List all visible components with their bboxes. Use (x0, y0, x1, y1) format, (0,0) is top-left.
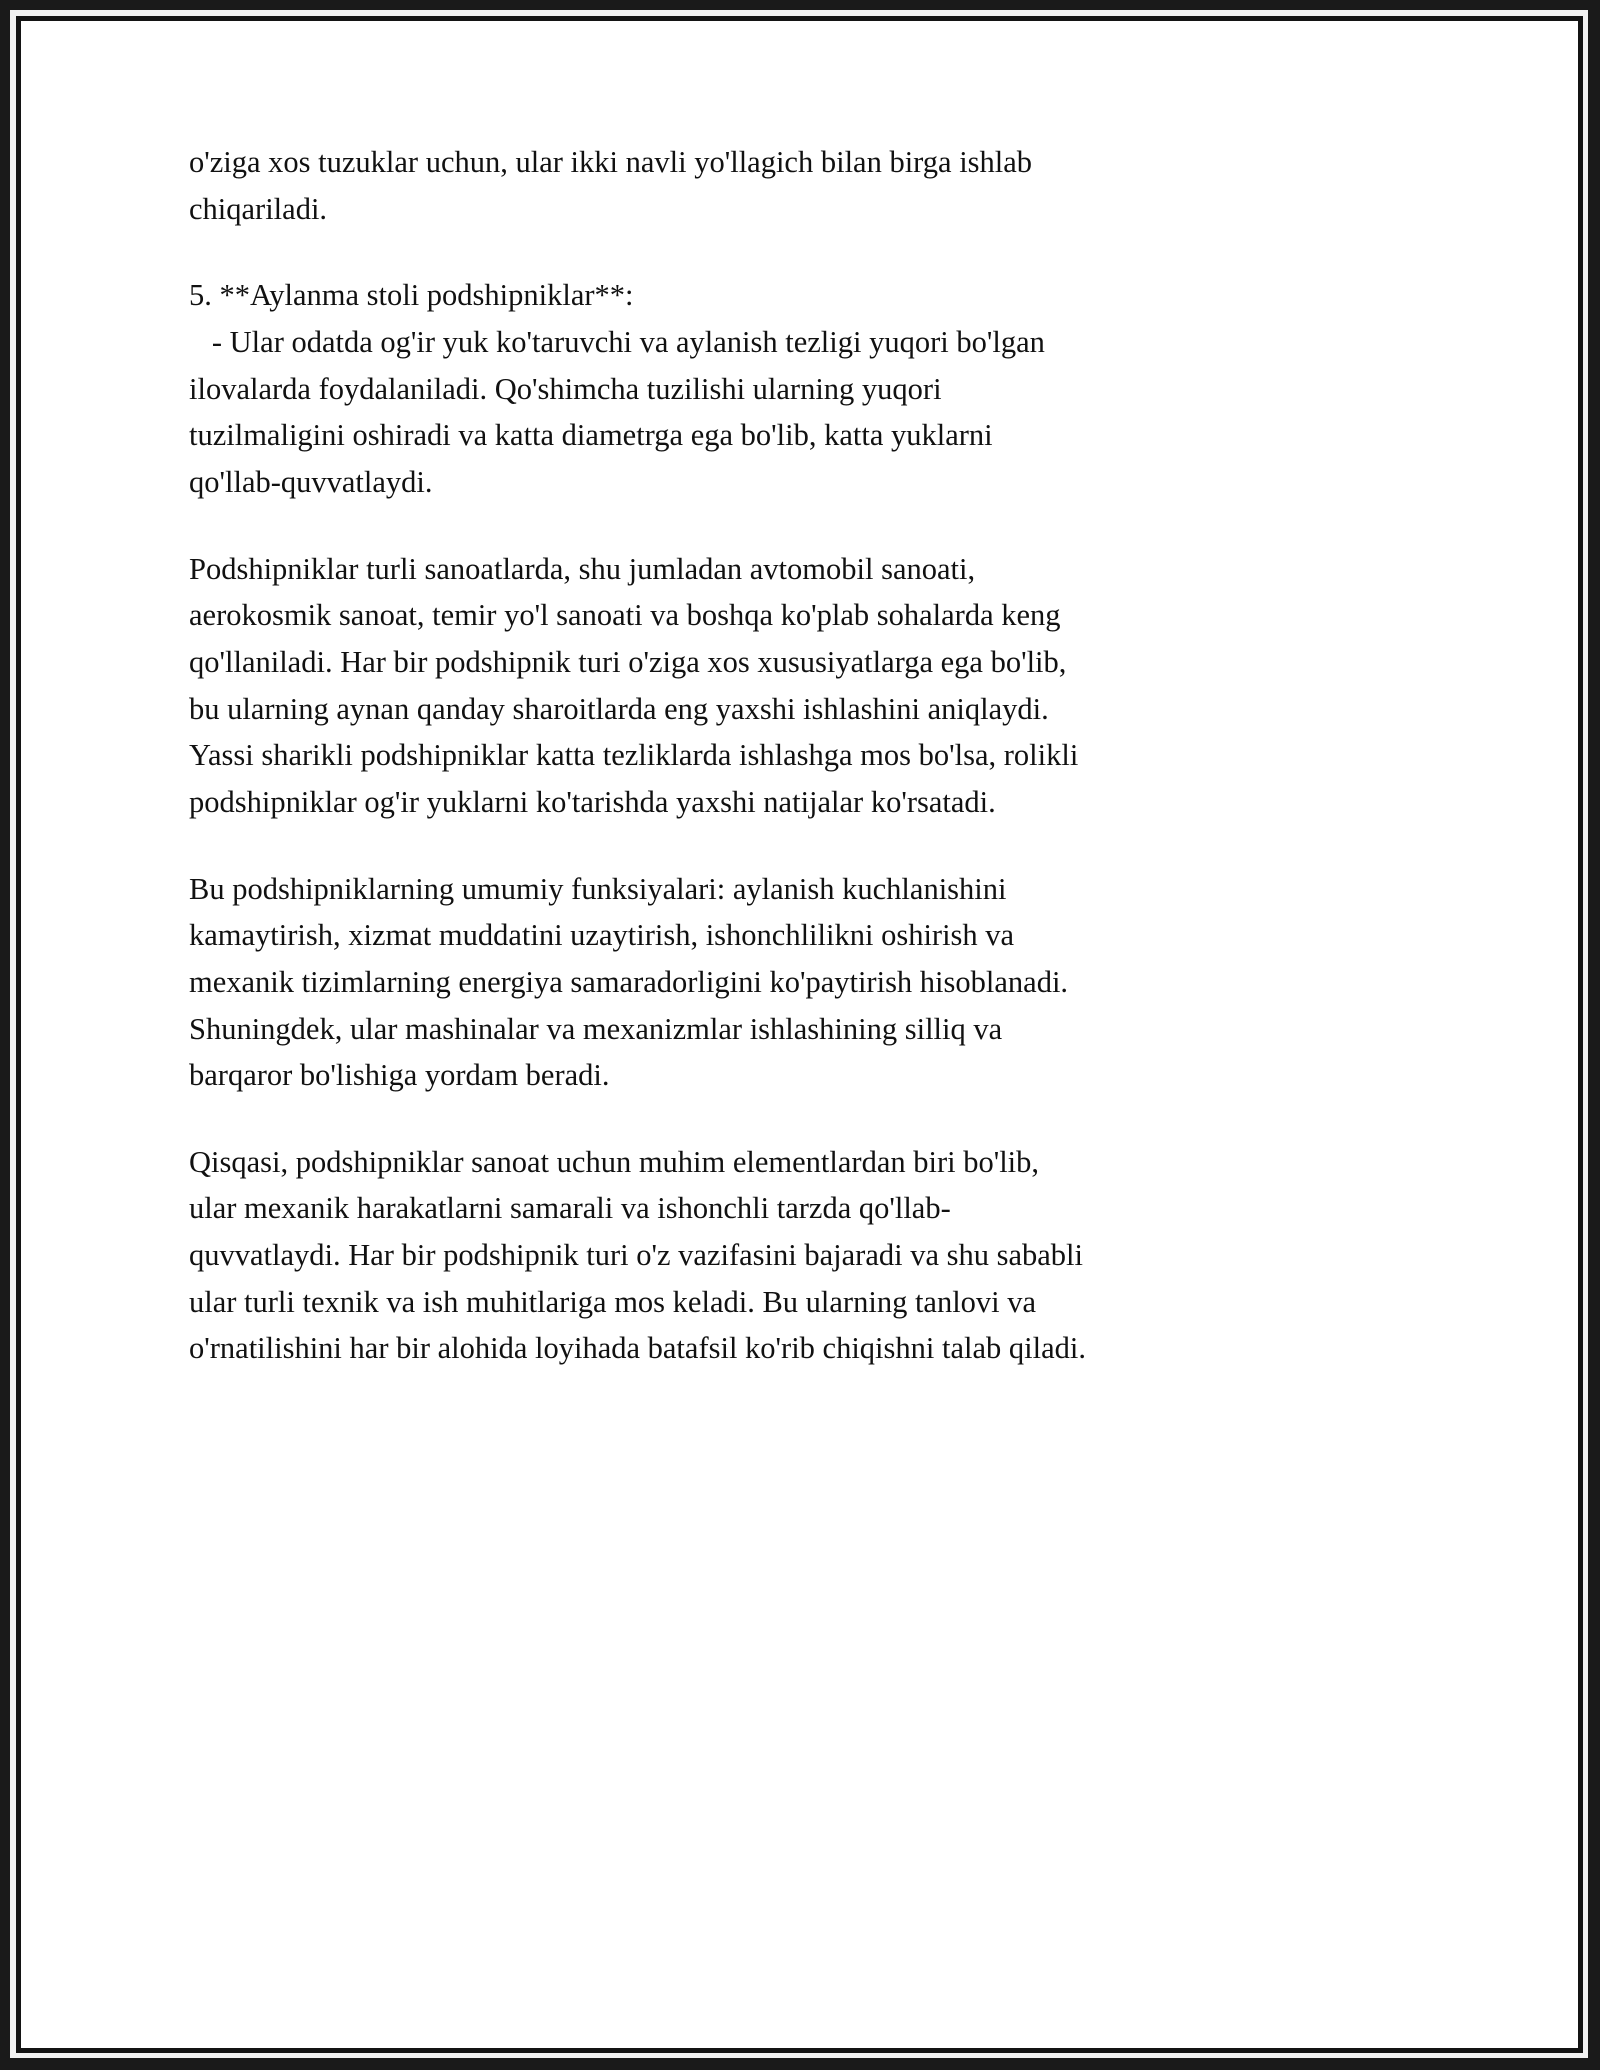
page-border (16, 16, 1583, 2053)
page-outer-margin (10, 10, 1588, 2058)
page-sheet (21, 21, 1578, 2048)
paragraph-general-functions: Bu podshipniklarning umumiy funksiyalari: aylanish kuchlanishini kamaytirish, xizmat muddatini uzaytirish, ishonchlilikni oshirish va mexanik tizimlarning energiya samaradorligini ko'paytirish hisoblanadi. Shuningdek, ular mashinalar va mexanizmlar ishlashining silliq va barqaror bo'lishiga yordam beradi. (189, 871, 1076, 1093)
paragraph-industries: Podshipniklar turli sanoatlarda, shu jumladan avtomobil sanoati, aerokosmik sanoat, temir yo'l sanoati va boshqa ko'plab sohalarda keng qo'llaniladi. Har bir podshipnik turi o'ziga xos xususiyatlarga ega bo'lib, bu ularning aynan qanday sharoitlarda eng yaxshi ishlashini aniqlaydi. Yassi sharikli podshipniklar katta tezliklarda ishlashga mos bo'lsa, rolikli podshipniklar og'ir yuklarni ko'tarishda yaxshi natijalar ko'rsatadi. (189, 551, 1086, 819)
document-body (189, 139, 1089, 1372)
paragraph-conclusion: Qisqasi, podshipniklar sanoat uchun muhim elementlardan biri bo'lib, ular mexanik harakatlarni samarali va ishonchli tarzda qo'llab-quvvatlaydi. Har bir podshipnik turi o'z vazifasini bajaradi va shu sababli ular turli texnik va ish muhitlariga mos keladi. Bu ularning tanlovi va o'rnatilishini har bir alohida loyihada batafsil ko'rib chiqishni talab qiladi. (189, 1144, 1091, 1366)
list-heading-5: 5. **Aylanma stoli podshipniklar**: (189, 278, 634, 313)
list-item-5-detail: - Ular odatda og'ir yuk ko'taruvchi va aylanish tezligi yuqori bo'lgan ilovalarda foydalaniladi. Qo'shimcha tuzilishi ularning yuqori tuzilmaligini oshiradi va katta diametrga ega bo'lib, katta yuklarni qo'llab-quvvatlaydi. (189, 324, 1053, 499)
paragraph-continuation: o'ziga xos tuzuklar uchun, ular ikki navli yo'llagich bilan birga ishlab chiqariladi. (189, 145, 1040, 226)
